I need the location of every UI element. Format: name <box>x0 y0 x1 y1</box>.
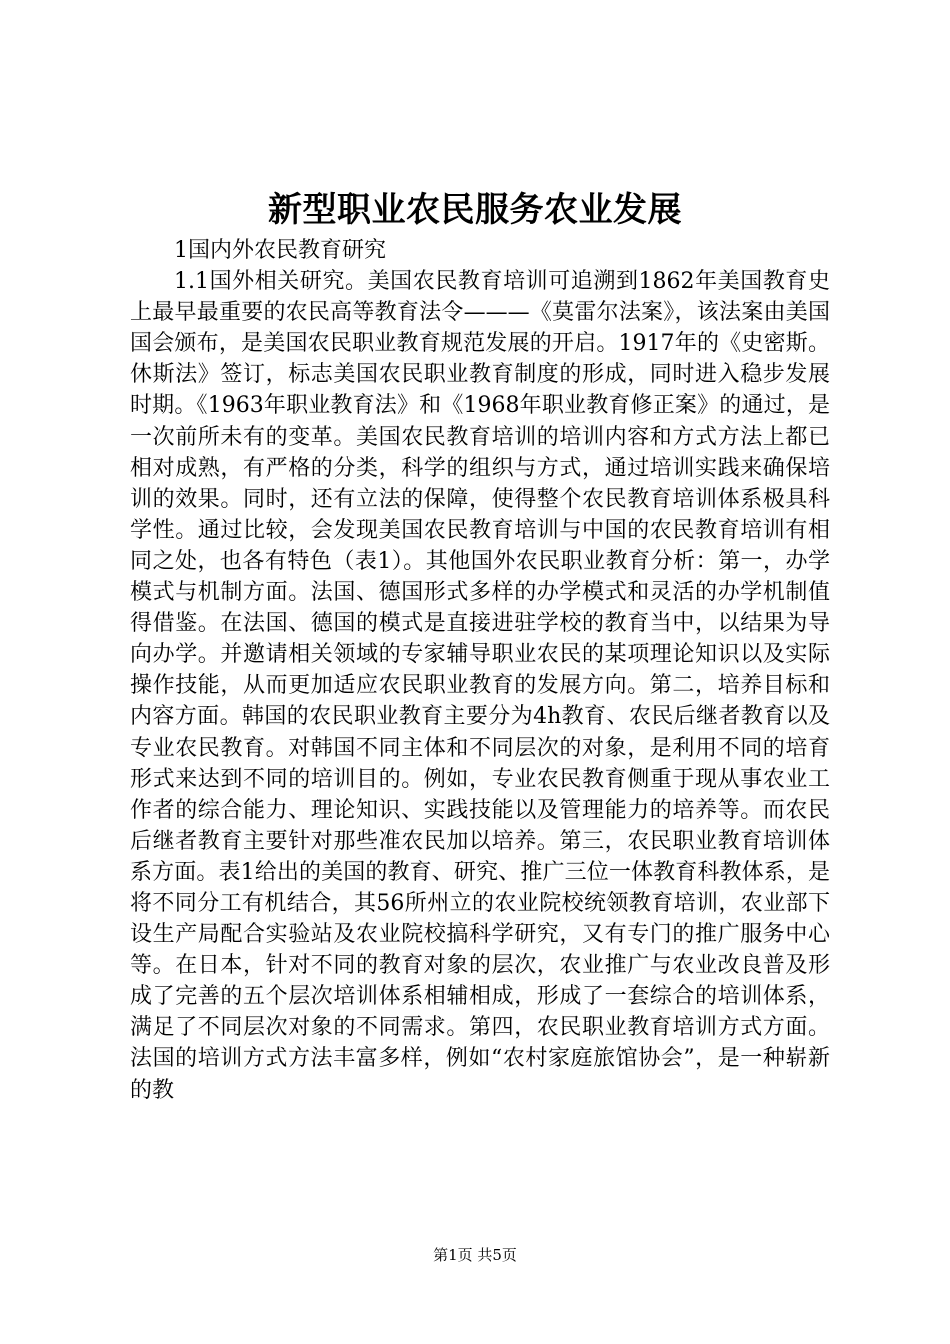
page-footer: 第1页 共5页 <box>433 1246 517 1264</box>
section-heading: 1国内外农民教育研究 <box>174 238 386 263</box>
body-paragraph: 1.1国外相关研究。美国农民教育培训可追溯到1862年美国教育史上最早最重要的农民高等教育法令———《莫雷尔法案》，该法案由美国国会颁布，是美国农民职业教育规范发展的开启。1917年的《史密斯。休斯法》签订，标志美国农民职业教育制度的形成，同时进入稳步发展时期。《1963年职业教育法》和《1968年职业教育修正案》的通过，是一次前所未有的变革。美国农民教育培训的培训内容和方式方法上都已相对成熟，有严格的分类，科学的组织与方式，通过培训实践来确保培训的效果。同时，还有立法的保障，使得整个农民教育培训体系极具科学性。通过比较，会发现美国农民教育培训与中国的农民教育培训有相同之处，也各有特色（表1）。其他国外农民职业教育分析：第一，办学模式与机制方面。法国、德国形式多样的办学模式和灵活的办学机制值得借鉴。在法国、德国的模式是直接进驻学校的教育当中，以结果为导向办学。并邀请相关领域的专家辅导职业农民的某项理论知识以及实际操作技能，从而更加适应农民职业教育的发展方向。第二，培养目标和内容方面。韩国的农民职业教育主要分为4h教育、农民后继者教育以及专业农民教育。对韩国不同主体和不同层次的对象，是利用不同的培育形式来达到不同的培训目的。例如，专业农民教育侧重于现从事农业工作者的综合能力、理论知识、实践技能以及管理能力的培养等。而农民后继者教育主要针对那些准农民加以培养。第三，农民职业教育培训体系方面。表1给出的美国的教育、研究、推广三位一体教育科教体系，是将不同分工有机结合，其56所州立的农业院校统领教育培训，农业部下设生产局配合实验站及农业院校搞科学研究，又有专门的推广服务中心等。在日本，针对不同的教育对象的层次，农业推广与农业改良普及形成了完善的五个层次培训体系相辅相成，形成了一套综合的培训体系，满足了不同层次对象的不同需求。第四，农民职业教育培训方式方面。法国的培训方式方法丰富多样，例如“农村家庭旅馆协会”，是一种崭新的教 <box>130 269 830 1103</box>
document-title: 新型职业农民服务农业发展 <box>268 190 682 230</box>
document-body <box>130 235 830 1106</box>
